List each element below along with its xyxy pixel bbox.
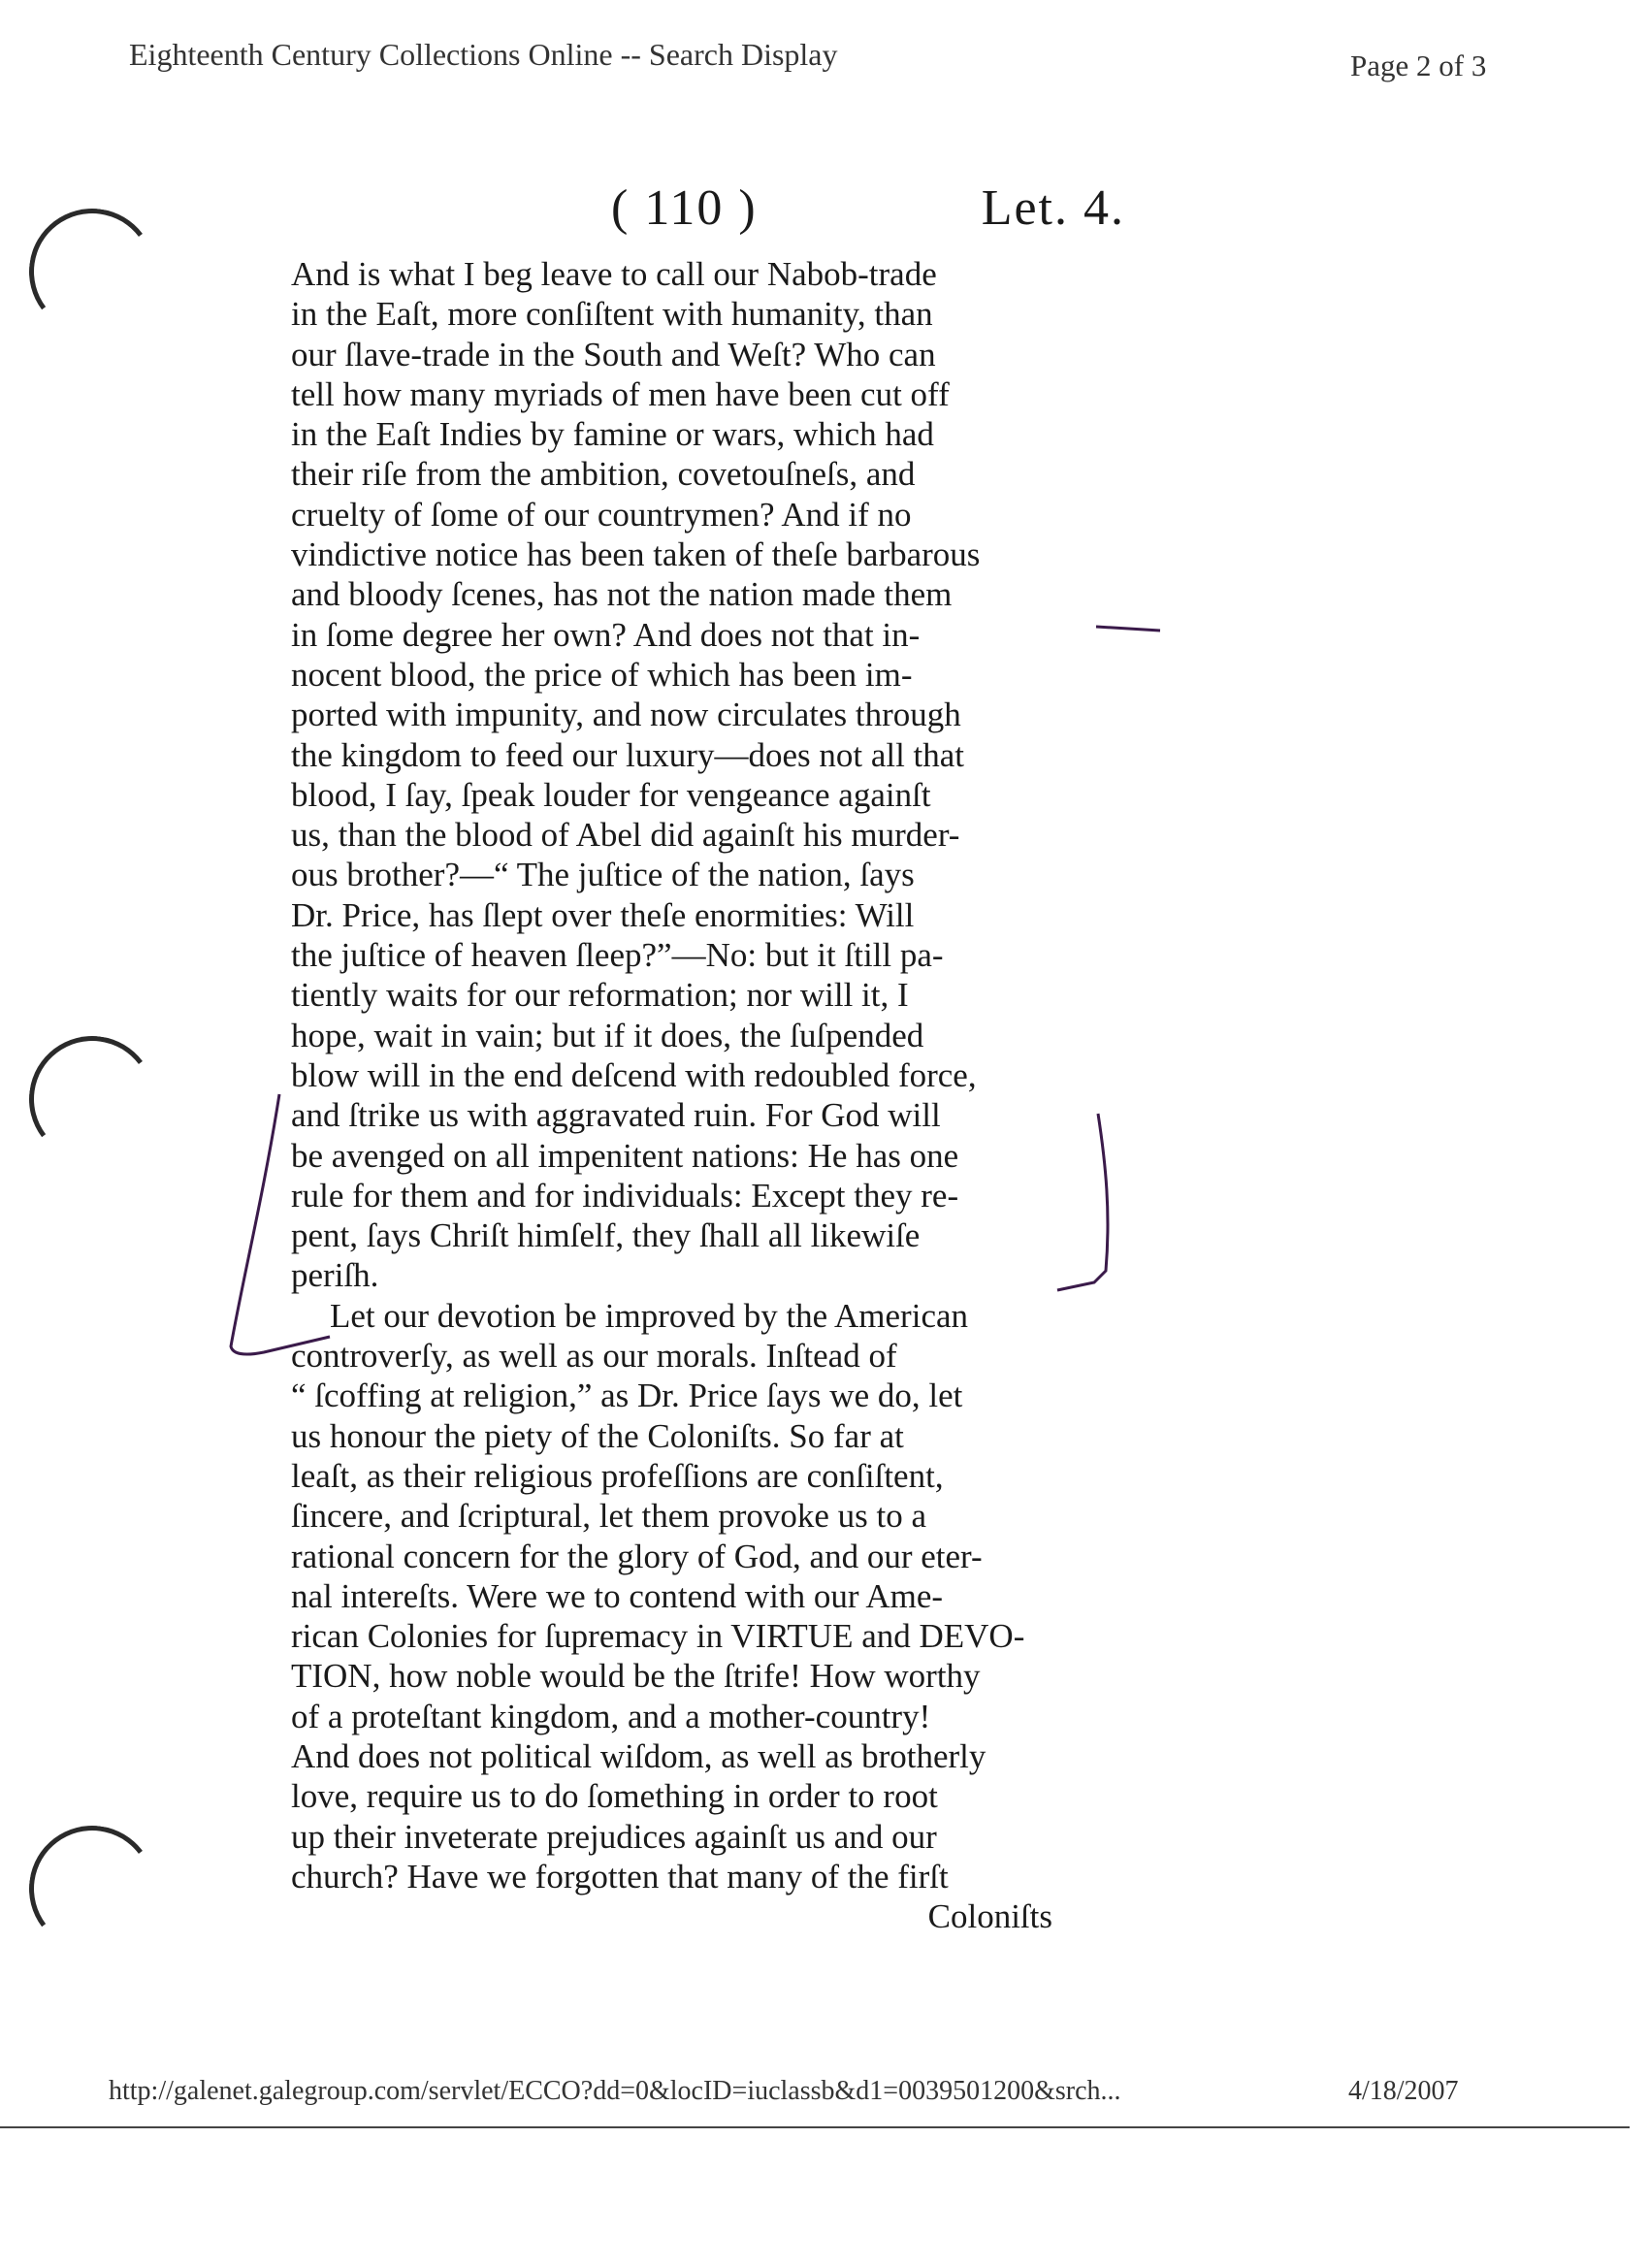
text-line: our ſlave-trade in the South and Weſt? Who can xyxy=(291,335,936,373)
letter-reference: Let. 4. xyxy=(981,180,1125,236)
text-line: nocent blood, the price of which has been im- xyxy=(291,655,913,694)
text-line: tiently waits for our reformation; nor will it, I xyxy=(291,976,909,1015)
text-line: pent, ſays Chriſt himſelf, they ſhall all likewiſe xyxy=(291,1216,921,1255)
text-line: blow will in the end deſcend with redoubled force, xyxy=(291,1055,977,1094)
text-line: blood, I ſay, ſpeak louder for vengeance againſt xyxy=(291,775,931,814)
punch-hole-mark xyxy=(21,1028,164,1171)
text-line: rational concern for the glory of God, and our eter- xyxy=(291,1537,983,1575)
text-line: nal intereſts. Were we to contend with our Ame- xyxy=(291,1576,944,1615)
text-line: us honour the piety of the Coloniſts. So far at xyxy=(291,1416,904,1455)
text-line: leaſt, as their religious profeſſions are conſiſtent, xyxy=(291,1456,944,1495)
text-line: the juſtice of heaven ſleep?”—No: but it ſtill pa- xyxy=(291,936,944,975)
text-line: periſh. xyxy=(291,1256,379,1295)
text-line: ſincere, and ſcriptural, let them provoke us to a xyxy=(291,1497,927,1536)
text-line: ous brother?—“ The juſtice of the nation, ſays xyxy=(291,856,915,894)
text-line: up their inveterate prejudices againſt us and our xyxy=(291,1817,937,1856)
text-line: us, than the blood of Abel did againſt his murder- xyxy=(291,816,960,855)
margin-dash-mark xyxy=(1096,627,1160,631)
text-line: love, require us to do ſomething in order to root xyxy=(291,1777,938,1816)
text-line: church? Have we forgotten that many of the firſt xyxy=(291,1857,949,1895)
text-line: the kingdom to feed our luxury—does not all that xyxy=(291,735,965,774)
text-line: in the Eaſt Indies by famine or wars, which had xyxy=(291,415,934,454)
text-line: “ ſcoffing at religion,” as Dr. Price ſays we do, let xyxy=(291,1377,963,1415)
text-line: Dr. Price, has ſlept over theſe enormities: Will xyxy=(291,895,915,934)
text-line: tell how many myriads of men have been cut off xyxy=(291,374,950,413)
window-title: Eighteenth Century Collections Online -- Search Display xyxy=(129,37,838,72)
running-head xyxy=(611,179,1125,247)
text-line: and bloody ſcenes, has not the nation made them xyxy=(291,575,953,614)
text-line: rican Colonies for ſupremacy in VIRTUE and DEVO- xyxy=(291,1617,1025,1656)
text-line: hope, wait in vain; but if it does, the ſuſpended xyxy=(291,1016,924,1054)
source-url: http://galenet.galegroup.com/servlet/ECCO?dd=0&locID=iuclassb&d1=0039501200&srch... xyxy=(109,2076,1121,2106)
footer-divider xyxy=(0,2126,1630,2128)
text-line: in the Eaſt, more conſiſtent with humanity, than xyxy=(291,295,933,334)
page-indicator: Page 2 of 3 xyxy=(1350,49,1487,82)
text-line: in ſome degree her own? And does not that in- xyxy=(291,615,921,654)
text-line: and ſtrike us with aggravated ruin. For God will xyxy=(291,1096,941,1135)
punch-hole-mark xyxy=(21,1818,164,1960)
text-line: be avenged on all impenitent nations: He has one xyxy=(291,1136,959,1175)
text-line: ported with impunity, and now circulates through xyxy=(291,696,961,734)
punch-hole-mark xyxy=(21,201,164,343)
text-line: And is what I beg leave to call our Nabob-trade xyxy=(291,255,937,293)
catchword: Coloniſts xyxy=(927,1897,1052,1936)
print-date: 4/18/2007 xyxy=(1348,2076,1459,2106)
text-line: rule for them and for individuals: Except they re- xyxy=(291,1176,959,1215)
text-line: controverſy, as well as our morals. Inſtead of xyxy=(291,1337,897,1376)
text-line: Let our devotion be improved by the American xyxy=(330,1296,969,1335)
text-line: TION, how noble would be the ſtrife! How worthy xyxy=(291,1657,981,1696)
text-line: their riſe from the ambition, covetouſneſs, and xyxy=(291,455,916,494)
text-line: vindictive notice has been taken of theſe barbarous xyxy=(291,535,981,574)
book-page-number: ( 110 ) xyxy=(611,180,758,236)
text-line: cruelty of ſome of our countrymen? And if no xyxy=(291,495,912,534)
text-line: And does not political wiſdom, as well as brotherly xyxy=(291,1736,986,1775)
scanned-page-text xyxy=(291,254,1101,1936)
text-line: of a proteſtant kingdom, and a mother-country! xyxy=(291,1697,931,1735)
